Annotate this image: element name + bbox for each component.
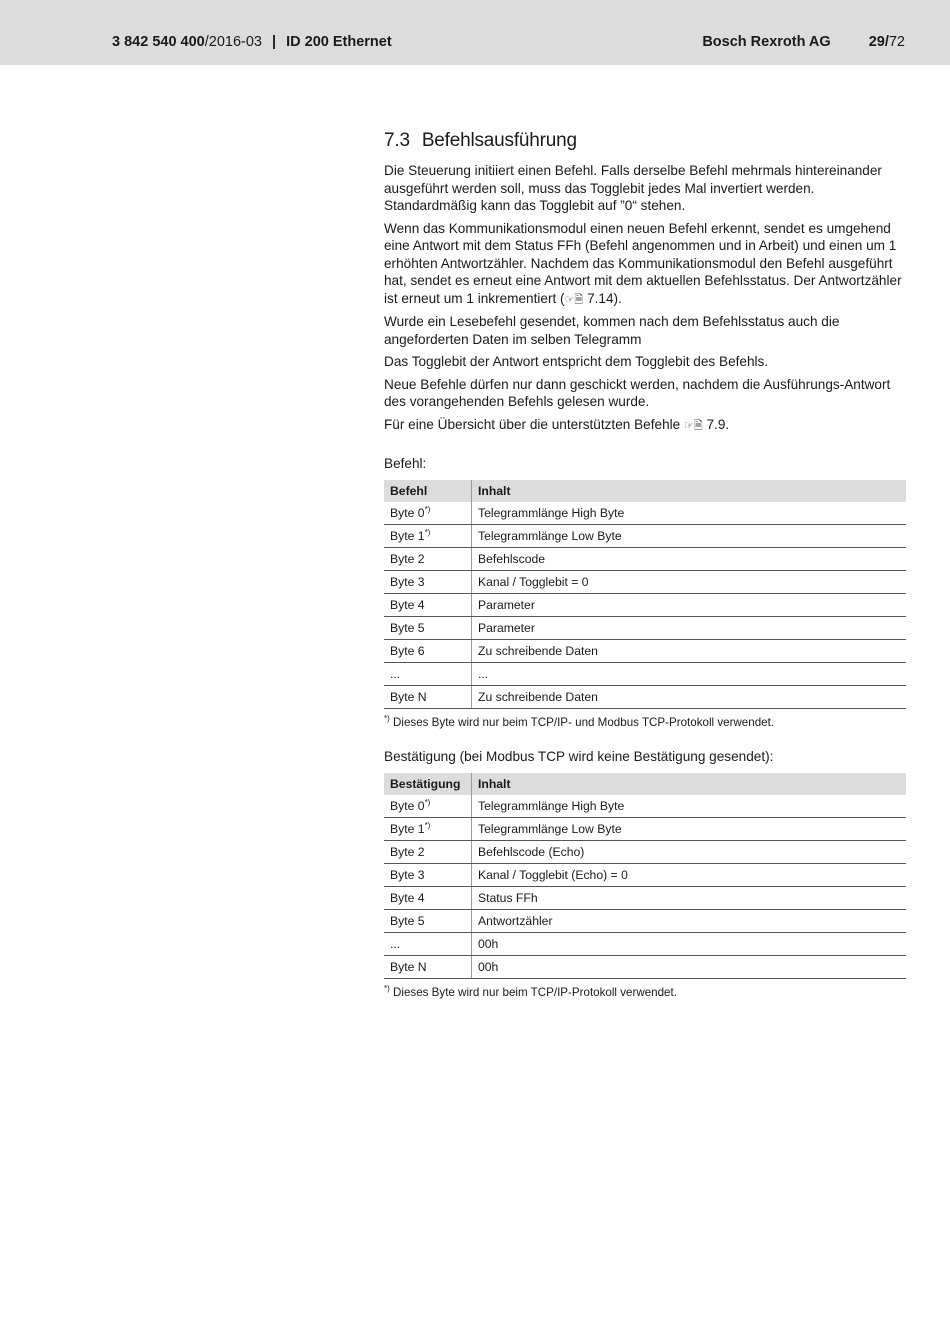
reference-icon: ☞🗎 <box>684 418 703 432</box>
content-cell: Zu schreibende Daten <box>472 640 907 663</box>
section-number: 7.3 <box>384 130 410 151</box>
paragraph-1: Die Steuerung initiiert einen Befehl. Falls derselbe Befehl mehrmals hintereinander ausgeführt werden soll, muss das Togglebit jedes Mal invertiert werden. Standardmäßig kann das Togglebit auf ”0“ stehen. <box>384 163 882 213</box>
confirmation-table-footnote <box>384 986 906 999</box>
content-cell: Telegrammlänge Low Byte <box>472 525 907 548</box>
table-row <box>384 525 906 548</box>
content-cell: Telegrammlänge High Byte <box>472 502 907 525</box>
table-row <box>384 594 906 617</box>
byte-label: Byte 4 <box>390 598 425 612</box>
command-table-title: Befehl: <box>384 456 427 471</box>
byte-label: ... <box>390 937 401 951</box>
content-cell: Telegrammlänge High Byte <box>472 795 907 818</box>
byte-label: Byte 3 <box>390 868 425 882</box>
byte-label: Byte 0 <box>390 799 425 813</box>
table-row <box>384 841 906 864</box>
company-name: Bosch Rexroth AG <box>702 34 831 50</box>
byte-cell <box>384 864 472 887</box>
page-header <box>0 0 950 65</box>
document-date: /2016-03 <box>204 34 262 50</box>
table-row <box>384 548 906 571</box>
table-header-row <box>384 773 906 795</box>
content-cell: ... <box>472 663 907 686</box>
page-number: 29/ <box>868 34 889 50</box>
header-separator: | <box>272 34 277 50</box>
column-header: Befehl <box>384 480 472 502</box>
byte-cell <box>384 525 472 548</box>
paragraph-2-end: ). <box>613 290 622 306</box>
section-title: Befehlsausführung <box>421 130 577 151</box>
header-document-info <box>112 34 392 50</box>
byte-label: Byte 2 <box>390 845 425 859</box>
content-cell: 00h <box>472 956 907 979</box>
confirmation-table-title: Bestätigung (bei Modbus TCP wird keine Bestätigung gesendet): <box>384 749 774 764</box>
confirmation-table <box>384 773 906 979</box>
footnote-mark: *) <box>424 797 431 807</box>
content-cell: Befehlscode <box>472 548 907 571</box>
footnote-mark: *) <box>424 820 431 830</box>
content-cell: Parameter <box>472 617 907 640</box>
paragraph-2-text: Wenn das Kommunikationsmodul einen neuen Befehl erkennt, sendet es umgehend eine Antwort mit dem Status FFh (Befehl angenommen und in Arbeit) und einen um 1 erhöhten Antwortzähler. Nachdem das Kommunikationsmodul den Befehl ausgeführt hat, sendet es erneut eine Antwort mit dem aktuellen Befehlsstatus. Der Antwortzähler ist erneut um 1 inkrementiert ( <box>384 220 902 306</box>
content-cell: Antwortzähler <box>472 910 907 933</box>
footnote-text: Dieses Byte wird nur beim TCP/IP-Protokoll verwendet. <box>389 986 677 999</box>
content-cell: Kanal / Togglebit (Echo) = 0 <box>472 864 907 887</box>
byte-label: Byte N <box>390 690 427 704</box>
table-row <box>384 640 906 663</box>
byte-cell <box>384 617 472 640</box>
table-row <box>384 864 906 887</box>
paragraph-4: Das Togglebit der Antwort entspricht dem Togglebit des Befehls. <box>384 354 769 369</box>
table-row <box>384 818 906 841</box>
byte-cell <box>384 795 472 818</box>
content-cell: Parameter <box>472 594 907 617</box>
byte-cell <box>384 663 472 686</box>
byte-label: Byte 1 <box>390 822 425 836</box>
byte-cell <box>384 640 472 663</box>
table-header-row <box>384 480 906 502</box>
content-cell: Status FFh <box>472 887 907 910</box>
byte-label: Byte 5 <box>390 621 425 635</box>
byte-cell <box>384 548 472 571</box>
table-row <box>384 663 906 686</box>
byte-label: Byte 1 <box>390 529 425 543</box>
byte-label: Byte 4 <box>390 891 425 905</box>
column-header: Inhalt <box>472 773 907 795</box>
byte-cell <box>384 594 472 617</box>
byte-label: ... <box>390 667 401 681</box>
document-number: 3 842 540 400 <box>112 34 205 50</box>
table-row <box>384 502 906 525</box>
byte-cell <box>384 933 472 956</box>
byte-label: Byte 5 <box>390 914 425 928</box>
product-name: ID 200 Ethernet <box>286 34 392 50</box>
command-table <box>384 480 906 709</box>
paragraph-2-reference[interactable]: 7.14 <box>587 290 614 306</box>
byte-cell <box>384 502 472 525</box>
byte-label: Byte 2 <box>390 552 425 566</box>
table-row <box>384 887 906 910</box>
byte-label: Byte 0 <box>390 506 425 520</box>
content-cell: Kanal / Togglebit = 0 <box>472 571 907 594</box>
section-heading <box>384 130 906 152</box>
paragraph-6-reference[interactable]: 7.9. <box>706 416 730 432</box>
footnote-mark: *) <box>424 527 431 537</box>
byte-cell <box>384 956 472 979</box>
page-total: 72 <box>888 34 905 50</box>
byte-cell <box>384 841 472 864</box>
byte-cell <box>384 571 472 594</box>
footnote-mark: *) <box>384 984 390 994</box>
table-row <box>384 571 906 594</box>
table-row <box>384 933 906 956</box>
byte-cell <box>384 887 472 910</box>
table-row <box>384 956 906 979</box>
byte-cell <box>384 686 472 709</box>
column-header: Inhalt <box>472 480 907 502</box>
byte-label: Byte N <box>390 960 427 974</box>
paragraph-6-text: Für eine Übersicht über die unterstützten Befehle <box>384 416 681 432</box>
byte-cell <box>384 818 472 841</box>
byte-cell <box>384 910 472 933</box>
main-content <box>384 130 906 999</box>
header-company-info <box>702 34 905 50</box>
table-row <box>384 617 906 640</box>
table-row <box>384 910 906 933</box>
footnote-text: Dieses Byte wird nur beim TCP/IP- und Modbus TCP-Protokoll verwendet. <box>389 716 775 729</box>
footnote-mark: *) <box>384 714 390 724</box>
table-row <box>384 686 906 709</box>
paragraph-5: Neue Befehle dürfen nur dann geschickt werden, nachdem die Ausführungs-Antwort des vorangehenden Befehls gelesen wurde. <box>384 376 891 409</box>
paragraph-6 <box>384 416 906 435</box>
paragraph-2 <box>384 220 906 309</box>
byte-label: Byte 3 <box>390 575 425 589</box>
footnote-mark: *) <box>424 504 431 514</box>
byte-label: Byte 6 <box>390 644 425 658</box>
table-row <box>384 795 906 818</box>
column-header: Bestätigung <box>384 773 472 795</box>
reference-icon: ☞🗎 <box>564 292 584 306</box>
content-cell: Zu schreibende Daten <box>472 686 907 709</box>
content-cell: Befehlscode (Echo) <box>472 841 907 864</box>
paragraph-3: Wurde ein Lesebefehl gesendet, kommen nach dem Befehlsstatus auch die angeforderten Daten im selben Telegramm <box>384 314 840 347</box>
content-cell: 00h <box>472 933 907 956</box>
command-table-footnote <box>384 716 906 729</box>
content-cell: Telegrammlänge Low Byte <box>472 818 907 841</box>
